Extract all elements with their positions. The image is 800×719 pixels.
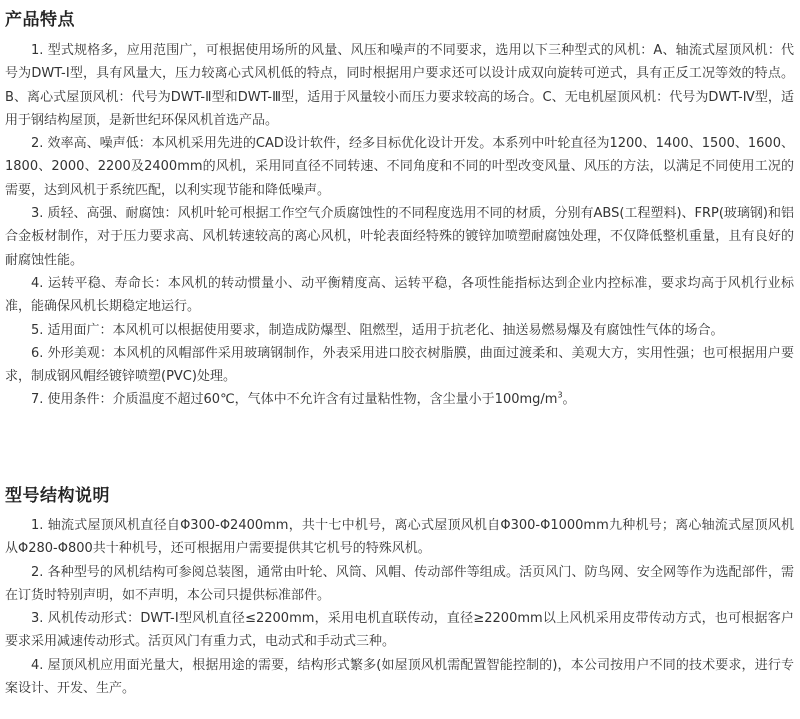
model-paragraph: 2. 各种型号的风机结构可参阅总装图，通常由叶轮、风筒、风帽、传动部件等组成。活页风门、防鸟网、安全网等作为选配部件，需在订货时特别声明，如不声明，本公司只提供标准部件。	[5, 564, 794, 603]
model-paragraph: 3. 风机传动形式：DWT-Ⅰ型风机直径≤2200mm，采用电机直联传动，直径≥2200mm以上风机采用皮带传动方式，也可根据客户要求采用减速传动形式。活页风门有重力式，电动式和手动式三种。	[5, 611, 794, 650]
model-paragraph: 1. 轴流式屋顶风机直径自Φ300-Φ2400mm，共十七中机号，离心式屋顶风机自Φ300-Φ1000mm九种机号；离心轴流式屋顶风机从Φ280-Φ800共十种机号，还可根据用户需要提供其它机号的特殊风机。	[5, 518, 794, 557]
model-paragraph: 4. 屋顶风机应用面光量大，根据用途的需要，结构形式繁多(如屋顶风机需配置智能控制的)，本公司按用户不同的技术要求，进行专案设计、开发、生产。	[5, 657, 794, 697]
usage-conditions-end: 。	[562, 392, 576, 408]
feature-paragraph: 4. 运转平稳、寿命长：本风机的转动惯量小、动平衡精度高、运转平稳，各项性能指标达到企业内控标准，要求均高于风机行业标准，能确保风机长期稳定地运行。	[5, 275, 794, 315]
cubic-superscript: 3	[557, 391, 563, 401]
model-structure-section	[5, 484, 794, 700]
feature-paragraph: 2. 效率高、噪声低：本风机采用先进的CAD设计软件，经多目标优化设计开发。本系列中叶轮直径为1200、1400、1500、1600、1800、2000、2200及2400mm的风机，采用同直径不同转速、不同角度和不同的叶型改变风量、风压的方法，以满足不同使用工况的需要，达到风机于系统匹配，以利实现节能和降低噪声。	[5, 136, 794, 198]
model-structure-title: 型号结构说明	[5, 486, 110, 506]
feature-paragraph-usage-conditions	[5, 388, 794, 411]
feature-paragraph: 1. 型式规格多，应用范围广，可根据使用场所的风量、风压和噪声的不同要求，选用以下三种型式的风机：A、轴流式屋顶风机：代号为DWT-Ⅰ型，具有风量大，压力较离心式风机低的特点，同时根据用户要求还可以设计成双向旋转可逆式，具有正反工况等效的特点。B、离心式屋顶风机：代号为DWT-Ⅱ型和DWT-Ⅲ型，适用于风量较小而压力要求较高的场合。C、无电机屋顶风机：代号为DWT-Ⅳ型，适用于钢结构屋顶，是新世纪环保风机首选产品。	[5, 43, 794, 128]
usage-conditions-text: 7. 使用条件：介质温度不超过60℃，气体中不允许含有过量粘性物，含尘量小于100mg/m	[31, 392, 558, 408]
product-features-title: 产品特点	[5, 10, 75, 30]
feature-paragraph: 6. 外形美观：本风机的风帽部件采用玻璃钢制作，外表采用进口胶衣树脂膜，曲面过渡柔和、美观大方，实用性强；也可根据用户要求，制成钢风帽经镀锌喷塑(PVC)处理。	[5, 345, 794, 385]
feature-paragraph: 3. 质轻、高强、耐腐蚀：风机叶轮可根据工作空气介质腐蚀性的不同程度选用不同的材质，分别有ABS(工程塑料)、FRP(玻璃钢)和铝合金板材制作，对于压力要求高、风机转速较高的离心风机，叶轮表面经特殊的镀锌加喷塑耐腐蚀处理，不仅降低整机重量，且有良好的耐腐蚀性能。	[5, 206, 795, 268]
feature-paragraph: 5. 适用面广：本风机可以根据使用要求，制造成防爆型、阻燃型，适用于抗老化、抽送易燃易爆及有腐蚀性气体的场合。	[31, 322, 724, 338]
product-features-section	[5, 8, 794, 412]
